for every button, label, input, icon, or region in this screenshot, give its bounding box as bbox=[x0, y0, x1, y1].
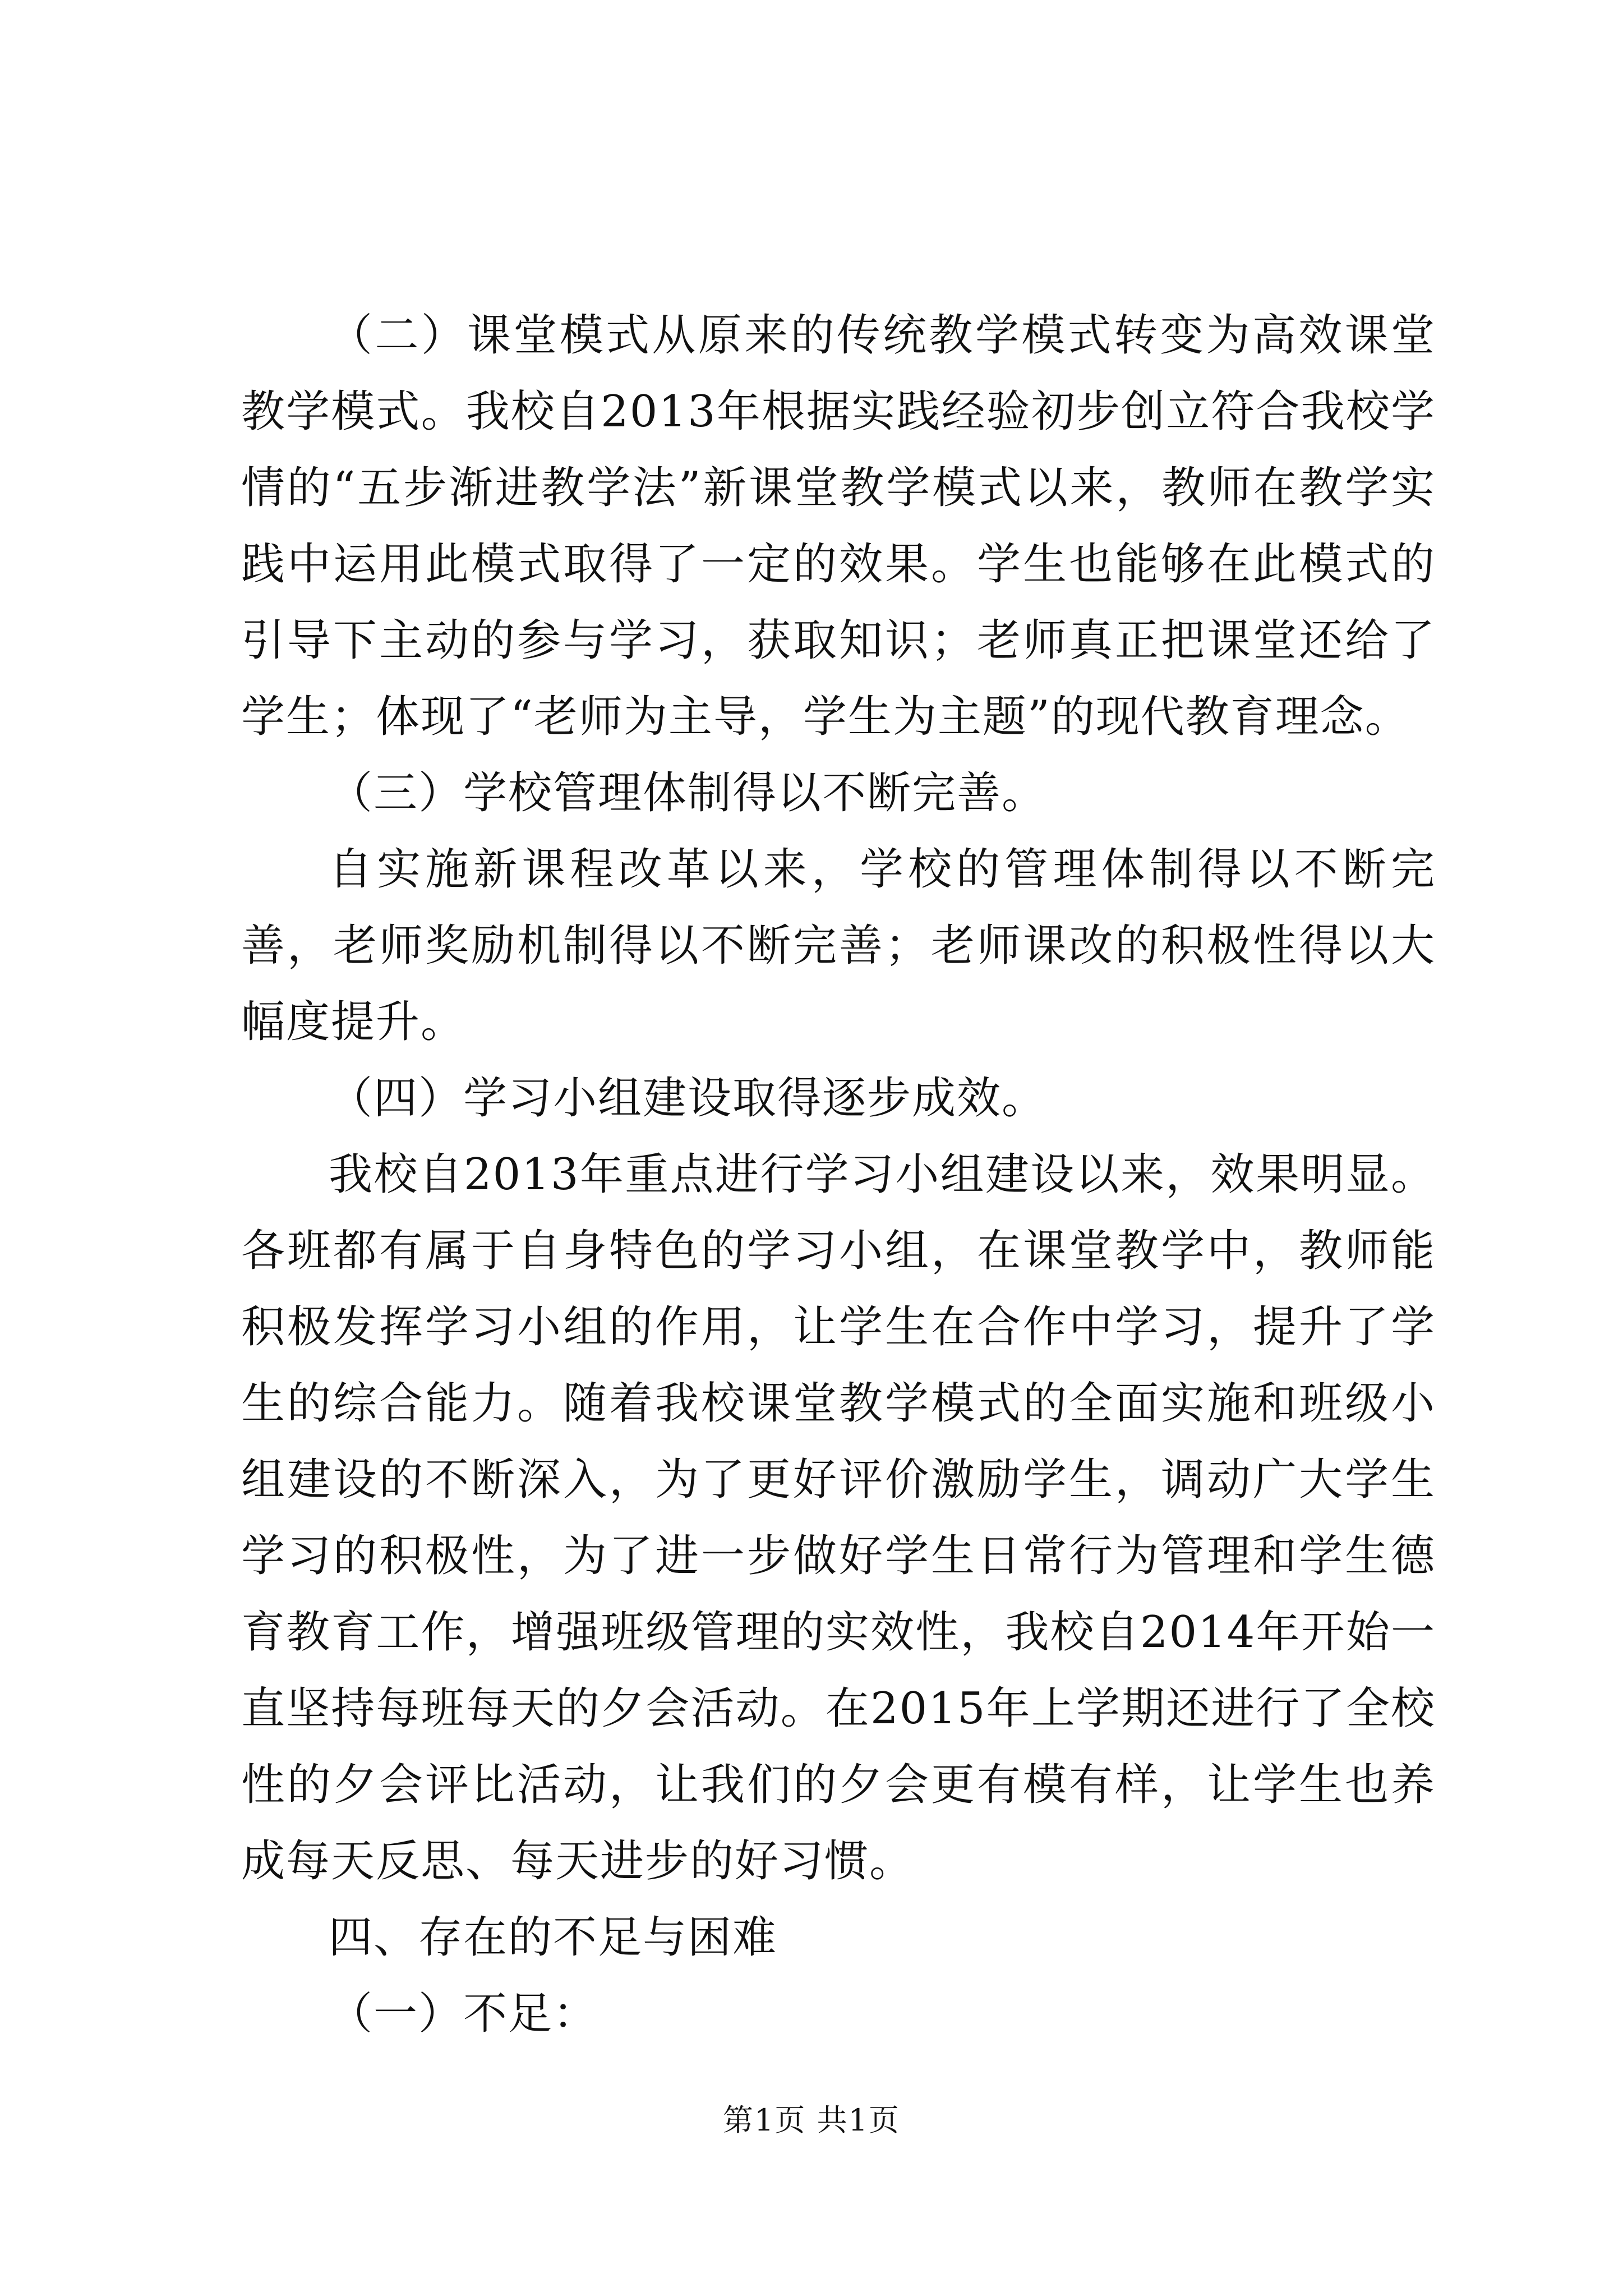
section-heading-shortcomings: 四、存在的不足与困难 bbox=[329, 1912, 778, 1963]
paragraph-management: 自实施新课程改革以来，学校的管理体制得以不断完善，老师奖励机制得以不断完善；老师课改的积极性得以大幅度提升。 bbox=[241, 844, 1436, 1047]
page-footer: 第1页 共1页 bbox=[723, 2102, 900, 2138]
paragraph-classroom-model: （二）课堂模式从原来的传统教学模式转变为高效课堂教学模式。我校自2013年根据实践经验初步创立符合我校学情的“五步渐进教学法”新课堂教学模式以来，教师在教学实践中运用此模式取得了一定的效果。学生也能够在此模式的引导下主动的参与学习，获取知识；老师真正把课堂还给了学生；体现了“老师为主导，学生为主题”的现代教育理念。 bbox=[241, 310, 1436, 742]
paragraph-study-groups: 我校自2013年重点进行学习小组建设以来，效果明显。各班都有属于自身特色的学习小组，在课堂教学中，教师能积极发挥学习小组的作用，让学生在合作中学习，提升了学生的综合能力。随着我校课堂教学模式的全面实施和班级小组建设的不断深入，为了更好评价激励学生，调动广大学生学习的积极性，为了进一步做好学生日常行为管理和学生德育教育工作，增强班级管理的实效性，我校自2014年开始一直坚持每班每天的夕会活动。在2015年上学期还进行了全校性的夕会评比活动，让我们的夕会更有模有样，让学生也养成每天反思、每天进步的好习惯。 bbox=[241, 1149, 1436, 1887]
section-heading-management: （三）学校管理体制得以不断完善。 bbox=[329, 768, 1047, 818]
subsection-heading-shortcomings: （一）不足： bbox=[329, 1989, 598, 2039]
section-heading-study-groups: （四）学习小组建设取得逐步成效。 bbox=[329, 1073, 1047, 1124]
document-body bbox=[241, 297, 1436, 2052]
